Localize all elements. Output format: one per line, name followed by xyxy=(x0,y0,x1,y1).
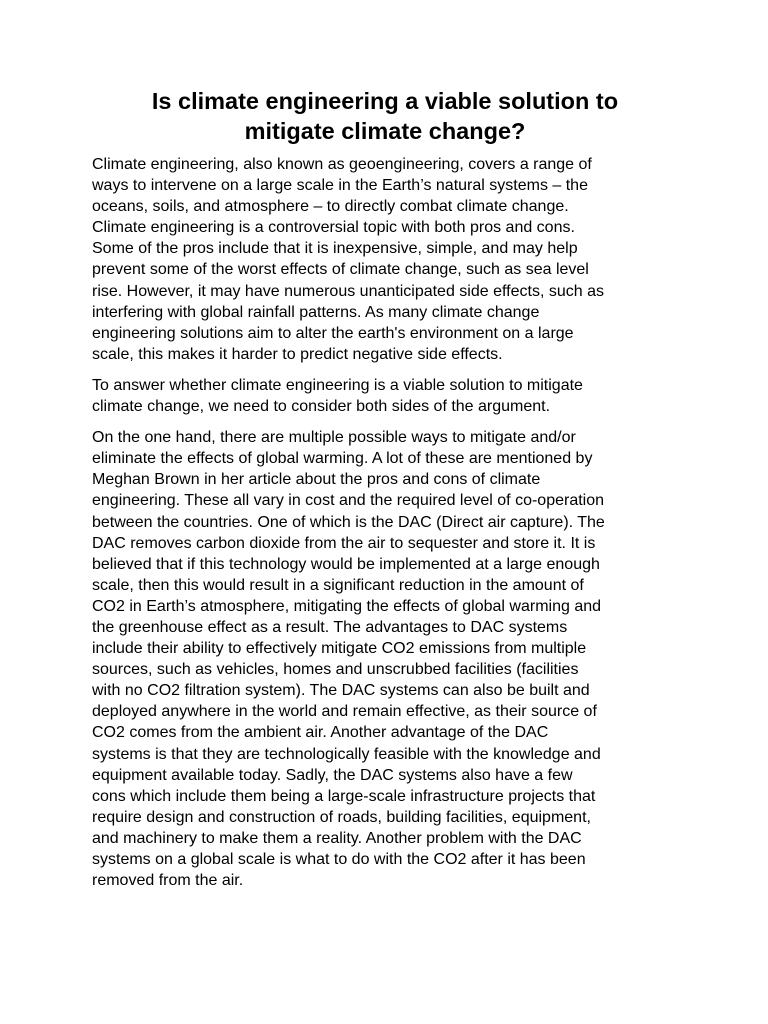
text-line: sources, such as vehicles, homes and unscrubbed facilities (facilities xyxy=(92,661,579,679)
title-line: mitigate climate change? xyxy=(244,118,526,144)
paragraph-thesis xyxy=(92,375,682,417)
text-line: require design and construction of roads, building facilities, equipment, xyxy=(92,808,591,826)
text-line: scale, then this would result in a significant reduction in the amount of xyxy=(92,576,584,594)
text-line: the greenhouse effect as a result. The advantages to DAC systems xyxy=(92,618,568,636)
text-line: CO2 in Earth’s atmosphere, mitigating the effects of global warming and xyxy=(92,597,602,615)
text-line: Some of the pros include that it is inexpensive, simple, and may help xyxy=(92,240,578,258)
text-line: Climate engineering, also known as geoengineering, covers a range of xyxy=(92,156,592,173)
text-line: with no CO2 filtration system). The DAC systems can also be built and xyxy=(92,682,590,700)
text-line: equipment available today. Sadly, the DAC systems also have a few xyxy=(92,766,573,784)
text-line: removed from the air. xyxy=(92,872,244,890)
title-line: Is climate engineering a viable solution to xyxy=(151,88,619,114)
text-line: interfering with global rainfall patterns. As many climate change xyxy=(92,303,540,321)
text-line: systems on a global scale is what to do with the CO2 after it has been xyxy=(92,851,586,868)
paragraph-introduction xyxy=(92,154,682,365)
text-line: On the one hand, there are multiple possible ways to mitigate and/or xyxy=(92,429,576,447)
text-line: rise. However, it may have numerous unanticipated side effects, such as xyxy=(92,282,604,300)
text-line: scale, this makes it harder to predict negative side effects. xyxy=(92,345,503,363)
text-line: include their ability to effectively mitigate CO2 emissions from multiple xyxy=(92,640,587,658)
text-line: Climate engineering is a controversial topic with both pros and cons. xyxy=(92,219,575,237)
text-line: oceans, soils, and atmosphere – to directly combat climate change. xyxy=(92,198,569,216)
document-body xyxy=(92,154,682,901)
text-line: eliminate the effects of global warming. A lot of these are mentioned by xyxy=(92,450,593,468)
text-line: believed that if this technology would be implemented at a large enough xyxy=(92,555,600,573)
text-line: engineering. These all vary in cost and the required level of co-operation xyxy=(92,492,605,510)
text-line: engineering solutions aim to alter the earth's environment on a large xyxy=(92,324,574,342)
text-line: prevent some of the worst effects of climate change, such as sea level xyxy=(92,261,589,279)
document-title xyxy=(92,86,678,146)
text-line: between the countries. One of which is the DAC (Direct air capture). The xyxy=(92,513,605,531)
text-line: To answer whether climate engineering is a viable solution to mitigate xyxy=(92,376,583,394)
text-line: cons which include them being a large-scale infrastructure projects that xyxy=(92,787,596,805)
text-line: ways to intervene on a large scale in the Earth’s natural systems – the xyxy=(92,177,588,195)
text-line: climate change, we need to consider both sides of the argument. xyxy=(92,398,551,416)
text-line: and machinery to make them a reality. Another problem with the DAC xyxy=(92,829,582,847)
text-line: systems is that they are technologically feasible with the knowledge and xyxy=(92,745,601,763)
text-line: DAC removes carbon dioxide from the air to sequester and store it. It is xyxy=(92,534,596,552)
text-line: Meghan Brown in her article about the pros and cons of climate xyxy=(92,471,541,489)
text-line: CO2 comes from the ambient air. Another advantage of the DAC xyxy=(92,724,549,742)
text-line: deployed anywhere in the world and remain effective, as their source of xyxy=(92,703,597,721)
paragraph-dac-argument xyxy=(92,427,682,891)
